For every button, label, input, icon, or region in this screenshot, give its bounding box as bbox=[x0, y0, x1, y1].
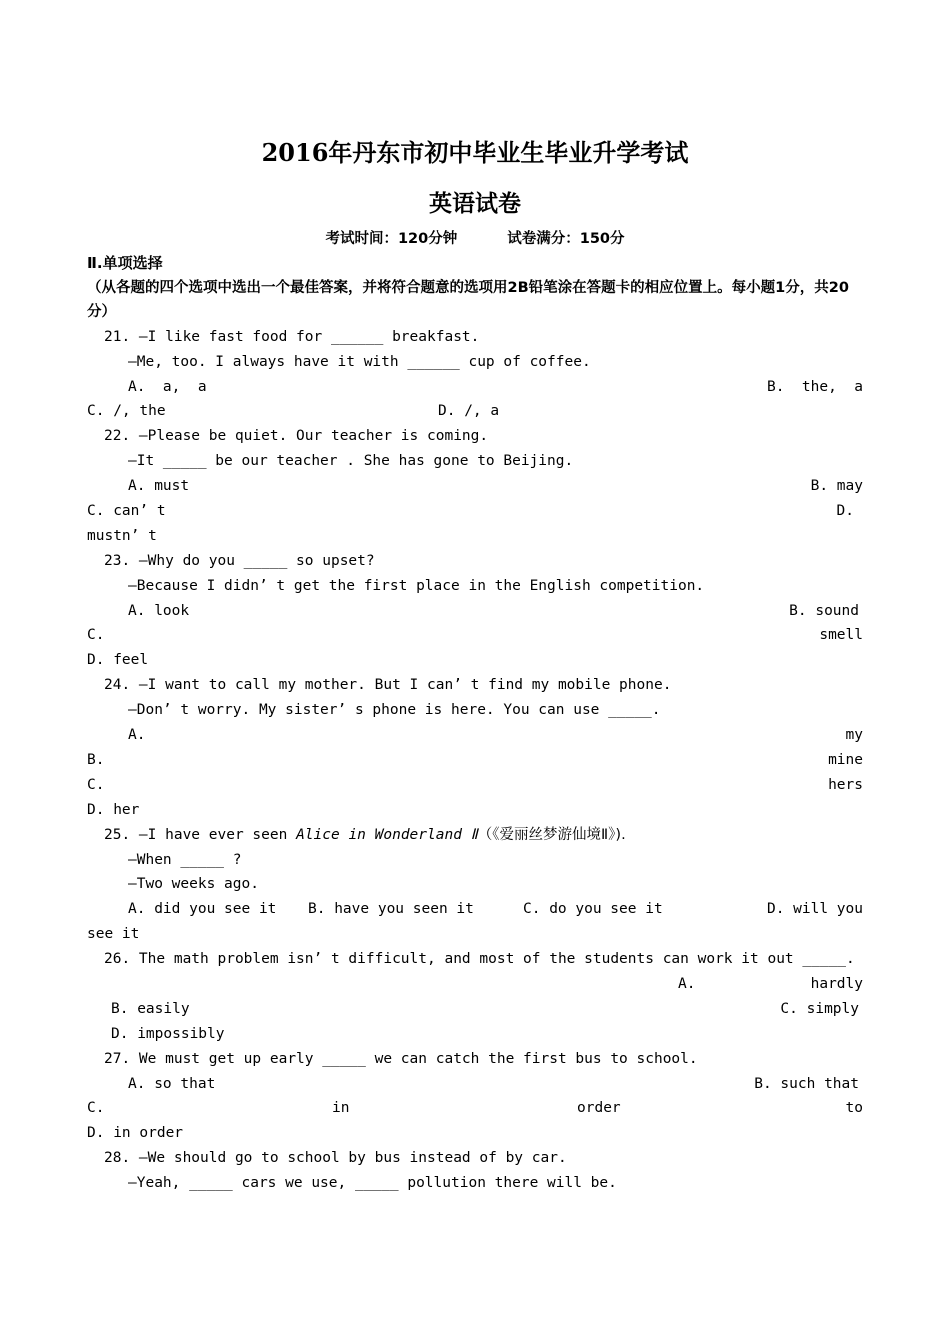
q25-book-title: Alice in Wonderland Ⅱ bbox=[296, 827, 478, 843]
q23-line1: 23. —Why do you _____ so upset? bbox=[104, 553, 375, 569]
section-heading: Ⅱ.单项选择 bbox=[87, 254, 163, 272]
q24-option-b-label: B. bbox=[87, 752, 105, 768]
q24-option-a-text: my bbox=[845, 727, 863, 743]
q22-line1: 22. —Please be quiet. Our teacher is coming. bbox=[104, 428, 489, 444]
exam-time: 考试时间：120分钟 bbox=[325, 231, 458, 247]
q25-line2: —When _____ ? bbox=[128, 852, 242, 868]
q21-option-b: B. the, a bbox=[766, 379, 863, 395]
q25-suffix: （《爱丽丝梦游仙境Ⅱ》). bbox=[477, 827, 626, 843]
q27-option-c-label: C. bbox=[87, 1100, 105, 1116]
q28-line1: 28. —We should go to school by bus instead of by car. bbox=[104, 1150, 567, 1166]
q25-option-d-cont: see it bbox=[87, 926, 140, 942]
q27-option-c-word3: to bbox=[845, 1100, 863, 1116]
q23-option-d: D. feel bbox=[87, 652, 149, 668]
q23-option-b: B. sound bbox=[789, 603, 859, 619]
q21-option-a: A. a, a bbox=[128, 379, 207, 395]
q26-option-a-label: A. bbox=[678, 976, 696, 992]
q24-line2: —Don’ t worry. My sister’ s phone is here. You can use _____. bbox=[128, 702, 661, 718]
q24-option-a-label: A. bbox=[128, 727, 146, 743]
q23-option-a: A. look bbox=[128, 603, 190, 619]
q28-line2: —Yeah, _____ cars we use, _____ pollution there will be. bbox=[128, 1175, 617, 1191]
q26-option-d: D. impossibly bbox=[111, 1026, 225, 1042]
q23-option-c-label: C. bbox=[87, 627, 105, 643]
q26-option-a-text: hardly bbox=[810, 976, 863, 992]
q27-option-a: A. so that bbox=[128, 1076, 216, 1092]
exam-title: 2016年丹东市初中毕业生毕业升学考试 bbox=[261, 138, 689, 167]
q26-option-b: B. easily bbox=[111, 1001, 190, 1017]
exam-subtitle: 英语试卷 bbox=[429, 190, 521, 217]
q23-option-c-text: smell bbox=[819, 627, 863, 643]
q27-line1: 27. We must get up early _____ we can catch the first bus to school. bbox=[104, 1051, 698, 1067]
q27-option-b: B. such that bbox=[754, 1076, 859, 1092]
q22-option-d-label: D. bbox=[836, 503, 854, 519]
q25-line1 bbox=[104, 825, 626, 845]
q25-prefix: 25. —I have ever seen bbox=[104, 827, 297, 843]
q22-option-c: C. can’ t bbox=[87, 503, 166, 519]
q25-option-b: B. have you seen it bbox=[308, 901, 474, 917]
q21-line2: —Me, too. I always have it with ______ cup of coffee. bbox=[128, 354, 591, 370]
q21-line1: 21. —I like fast food for ______ breakfast. bbox=[104, 329, 480, 345]
q26-line1: 26. The math problem isn’ t difficult, and most of the students can work it out _____. bbox=[104, 951, 855, 967]
q21-option-c: C. /, the bbox=[87, 403, 166, 419]
q26-option-c: C. simply bbox=[780, 1001, 859, 1017]
q22-option-b: B. may bbox=[810, 478, 863, 494]
q25-line3: —Two weeks ago. bbox=[128, 876, 259, 892]
q27-option-c-word2: order bbox=[577, 1100, 621, 1116]
q24-line1: 24. —I want to call my mother. But I can’ t find my mobile phone. bbox=[104, 677, 672, 693]
q24-option-d: D. her bbox=[87, 802, 140, 818]
exam-meta bbox=[0, 227, 950, 248]
q24-option-b-text: mine bbox=[828, 752, 863, 768]
q25-option-c: C. do you see it bbox=[523, 901, 663, 917]
q25-option-a: A. did you see it bbox=[128, 901, 277, 917]
q27-option-c-word1: in bbox=[332, 1100, 350, 1116]
q22-option-d-text: mustn’ t bbox=[87, 528, 157, 544]
full-score: 试卷满分：150分 bbox=[507, 231, 625, 247]
q22-option-a: A. must bbox=[128, 478, 190, 494]
q23-line2: —Because I didn’ t get the first place in the English competition. bbox=[128, 578, 705, 594]
q25-option-d: D. will you bbox=[766, 901, 863, 917]
q24-option-c-label: C. bbox=[87, 777, 105, 793]
q27-option-d: D. in order bbox=[87, 1125, 184, 1141]
q24-option-c-text: hers bbox=[828, 777, 863, 793]
q22-line2: —It _____ be our teacher . She has gone to Beijing. bbox=[128, 453, 574, 469]
q21-option-d: D. /, a bbox=[438, 403, 500, 419]
section-instructions: （从各题的四个选项中选出一个最佳答案，并将符合题意的选项用2B铅笔涂在答题卡的相应位置上。每小题1分，共20分） bbox=[87, 280, 849, 320]
